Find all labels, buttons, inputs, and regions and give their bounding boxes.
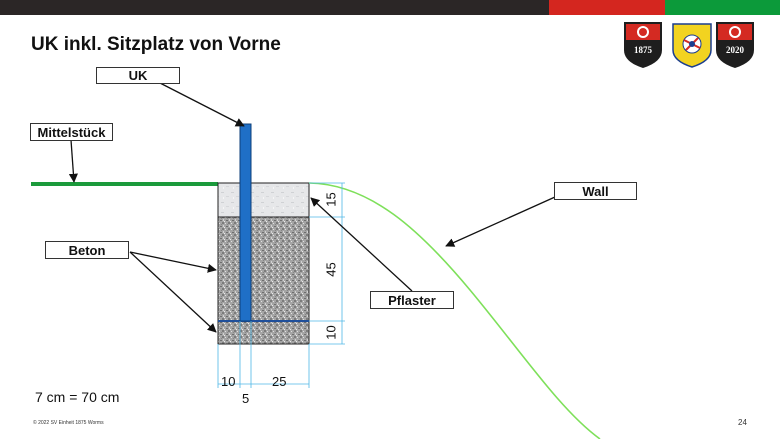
- pflaster-block: [218, 183, 309, 217]
- beton-block-main: [218, 217, 309, 321]
- crest-2020-icon: [716, 22, 754, 68]
- uk-post: [240, 124, 251, 321]
- label-mittelstueck: Mittelstück: [30, 123, 113, 141]
- dim-bottom-layer: 10: [323, 325, 339, 340]
- footer-copyright: © 2022 SV Einheit 1875 Worms: [33, 420, 104, 426]
- label-beton: Beton: [45, 241, 129, 259]
- wall-curve: [309, 183, 600, 439]
- page-number: 24: [738, 418, 747, 427]
- dim-width-right: 25: [272, 374, 287, 389]
- dim-width-left: 10: [221, 374, 236, 389]
- label-wall: Wall: [554, 182, 637, 200]
- label-pflaster: Pflaster: [370, 291, 454, 309]
- pointer-arrows: [71, 83, 555, 332]
- scale-note: 7 cm = 70 cm: [35, 389, 120, 405]
- svg-text:2020: 2020: [726, 45, 744, 55]
- dim-middle-layer: 45: [323, 262, 339, 277]
- page-title: UK inkl. Sitzplatz von Vorne: [31, 34, 281, 55]
- dim-top-layer: 15: [323, 192, 339, 207]
- dim-post: 5: [242, 391, 250, 406]
- label-uk: UK: [96, 67, 180, 84]
- svg-text:1875: 1875: [634, 45, 652, 55]
- crest-football-icon: [673, 24, 711, 67]
- crest-1875-icon: [624, 22, 662, 68]
- beton-block-bottom: [218, 321, 309, 344]
